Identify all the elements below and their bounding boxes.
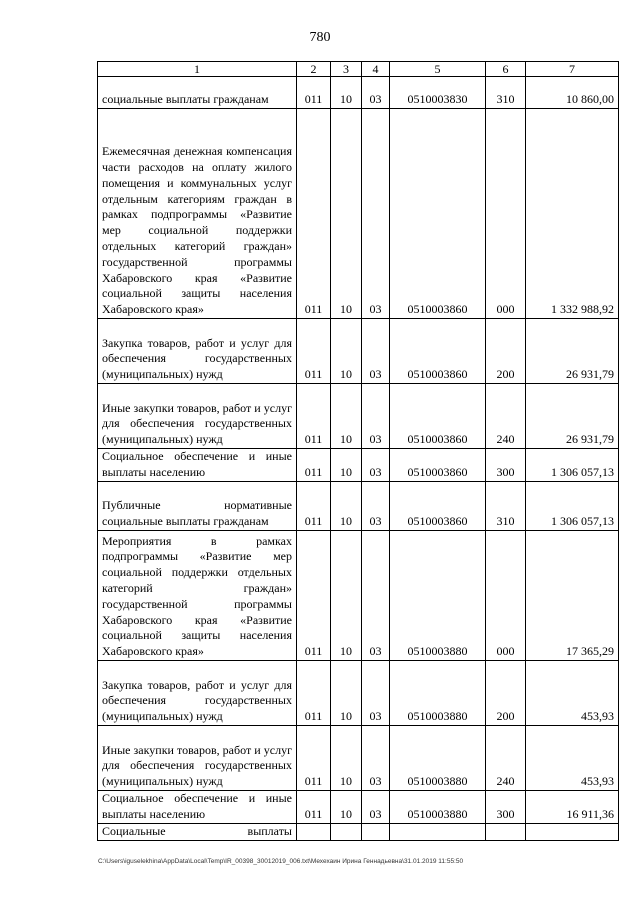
row-code-section: 10 (331, 482, 362, 531)
row-code-expense-type: 200 (486, 661, 526, 726)
column-header-4: 4 (362, 62, 390, 77)
row-code-target: 0510003880 (390, 531, 486, 661)
row-name: Иные закупки товаров, работ и услуг для обеспечения государственных (муниципальных) нужд (98, 726, 297, 791)
column-header-6: 6 (486, 62, 526, 77)
row-code-target: 0510003860 (390, 109, 486, 319)
table-row (98, 824, 619, 841)
table-row (98, 384, 619, 449)
row-code-subsection: 03 (362, 319, 390, 384)
table-row (98, 319, 619, 384)
column-header-5: 5 (390, 62, 486, 77)
row-code-target: 0510003860 (390, 384, 486, 449)
row-code-expense-type: 300 (486, 791, 526, 824)
row-code-expense-type: 200 (486, 319, 526, 384)
row-name: Публичные нормативные социальные выплаты гражданам (98, 482, 297, 531)
row-code-subsection: 03 (362, 791, 390, 824)
row-code-section (331, 824, 362, 841)
row-amount: 453,93 (526, 726, 619, 791)
row-amount: 10 860,00 (526, 77, 619, 109)
row-code-subsection: 03 (362, 531, 390, 661)
column-header-1: 1 (98, 62, 297, 77)
row-code-ministry: 011 (297, 791, 331, 824)
row-code-expense-type (486, 824, 526, 841)
table-row (98, 726, 619, 791)
row-amount (526, 824, 619, 841)
row-code-ministry: 011 (297, 531, 331, 661)
row-code-subsection: 03 (362, 109, 390, 319)
row-code-target: 0510003880 (390, 661, 486, 726)
row-name: Мероприятия в рамках подпрограммы «Развитие мер социальной поддержки отдельных категорий граждан» государственной программы Хабаровского края «Развитие социальной защиты населения Хабаровского края» (98, 531, 297, 661)
row-code-section: 10 (331, 531, 362, 661)
row-code-expense-type: 310 (486, 77, 526, 109)
row-code-expense-type: 240 (486, 726, 526, 791)
row-code-section: 10 (331, 319, 362, 384)
row-amount: 1 306 057,13 (526, 449, 619, 482)
row-amount: 453,93 (526, 661, 619, 726)
row-code-subsection: 03 (362, 449, 390, 482)
row-code-subsection (362, 824, 390, 841)
table-row (98, 661, 619, 726)
table-row (98, 482, 619, 531)
table-row (98, 109, 619, 319)
row-code-section: 10 (331, 109, 362, 319)
row-code-ministry: 011 (297, 384, 331, 449)
row-amount: 26 931,79 (526, 384, 619, 449)
row-code-ministry: 011 (297, 77, 331, 109)
row-code-section: 10 (331, 384, 362, 449)
row-code-target: 0510003860 (390, 449, 486, 482)
row-code-section: 10 (331, 449, 362, 482)
row-code-subsection: 03 (362, 384, 390, 449)
row-name: Закупка товаров, работ и услуг для обеспечения государственных (муниципальных) нужд (98, 319, 297, 384)
row-code-ministry: 011 (297, 319, 331, 384)
row-name: Социальное обеспечение и иные выплаты населению (98, 449, 297, 482)
row-code-ministry: 011 (297, 449, 331, 482)
row-code-subsection: 03 (362, 482, 390, 531)
row-code-target (390, 824, 486, 841)
row-code-section: 10 (331, 661, 362, 726)
row-code-target: 0510003860 (390, 482, 486, 531)
row-code-expense-type: 240 (486, 384, 526, 449)
row-amount: 16 911,36 (526, 791, 619, 824)
row-code-target: 0510003830 (390, 77, 486, 109)
row-name: Иные закупки товаров, работ и услуг для обеспечения государственных (муниципальных) нужд (98, 384, 297, 449)
row-code-expense-type: 300 (486, 449, 526, 482)
column-header-3: 3 (331, 62, 362, 77)
row-code-subsection: 03 (362, 661, 390, 726)
row-name: Социальные выплаты (98, 824, 297, 841)
row-code-expense-type: 310 (486, 482, 526, 531)
row-amount: 1 306 057,13 (526, 482, 619, 531)
budget-table (97, 61, 619, 841)
table-header-row (98, 62, 619, 77)
row-code-section: 10 (331, 791, 362, 824)
table-row (98, 531, 619, 661)
row-code-expense-type: 000 (486, 531, 526, 661)
row-code-ministry: 011 (297, 726, 331, 791)
row-code-ministry: 011 (297, 482, 331, 531)
row-amount: 17 365,29 (526, 531, 619, 661)
row-code-target: 0510003860 (390, 319, 486, 384)
row-amount: 1 332 988,92 (526, 109, 619, 319)
row-code-subsection: 03 (362, 726, 390, 791)
row-code-subsection: 03 (362, 77, 390, 109)
column-header-7: 7 (526, 62, 619, 77)
table-row (98, 791, 619, 824)
table-row (98, 449, 619, 482)
row-name: социальные выплаты гражданам (98, 77, 297, 109)
row-name: Ежемесячная денежная компенсация части расходов на оплату жилого помещения и коммунальных услуг отдельным категориям граждан в рамках подпрограммы «Развитие мер социальной поддержки отдельных категорий граждан» государственной программы Хабаровского края «Развитие социальной защиты населения Хабаровского края» (98, 109, 297, 319)
row-code-ministry: 011 (297, 661, 331, 726)
row-code-target: 0510003880 (390, 726, 486, 791)
table-row (98, 77, 619, 109)
row-code-ministry: 011 (297, 109, 331, 319)
row-amount: 26 931,79 (526, 319, 619, 384)
row-code-section: 10 (331, 726, 362, 791)
row-code-section: 10 (331, 77, 362, 109)
column-header-2: 2 (297, 62, 331, 77)
page-number: 780 (309, 30, 331, 45)
row-code-target: 0510003880 (390, 791, 486, 824)
footer-file-path: C:\Users\iguselekhina\AppData\Local\Temp\IR_00398_30012019_006.txt\Мехехаин Ирина Геннадьевна\31.01.2019 11:55:50 (98, 858, 464, 865)
row-code-ministry (297, 824, 331, 841)
row-code-expense-type: 000 (486, 109, 526, 319)
row-name: Социальное обеспечение и иные выплаты населению (98, 791, 297, 824)
row-name: Закупка товаров, работ и услуг для обеспечения государственных (муниципальных) нужд (98, 661, 297, 726)
